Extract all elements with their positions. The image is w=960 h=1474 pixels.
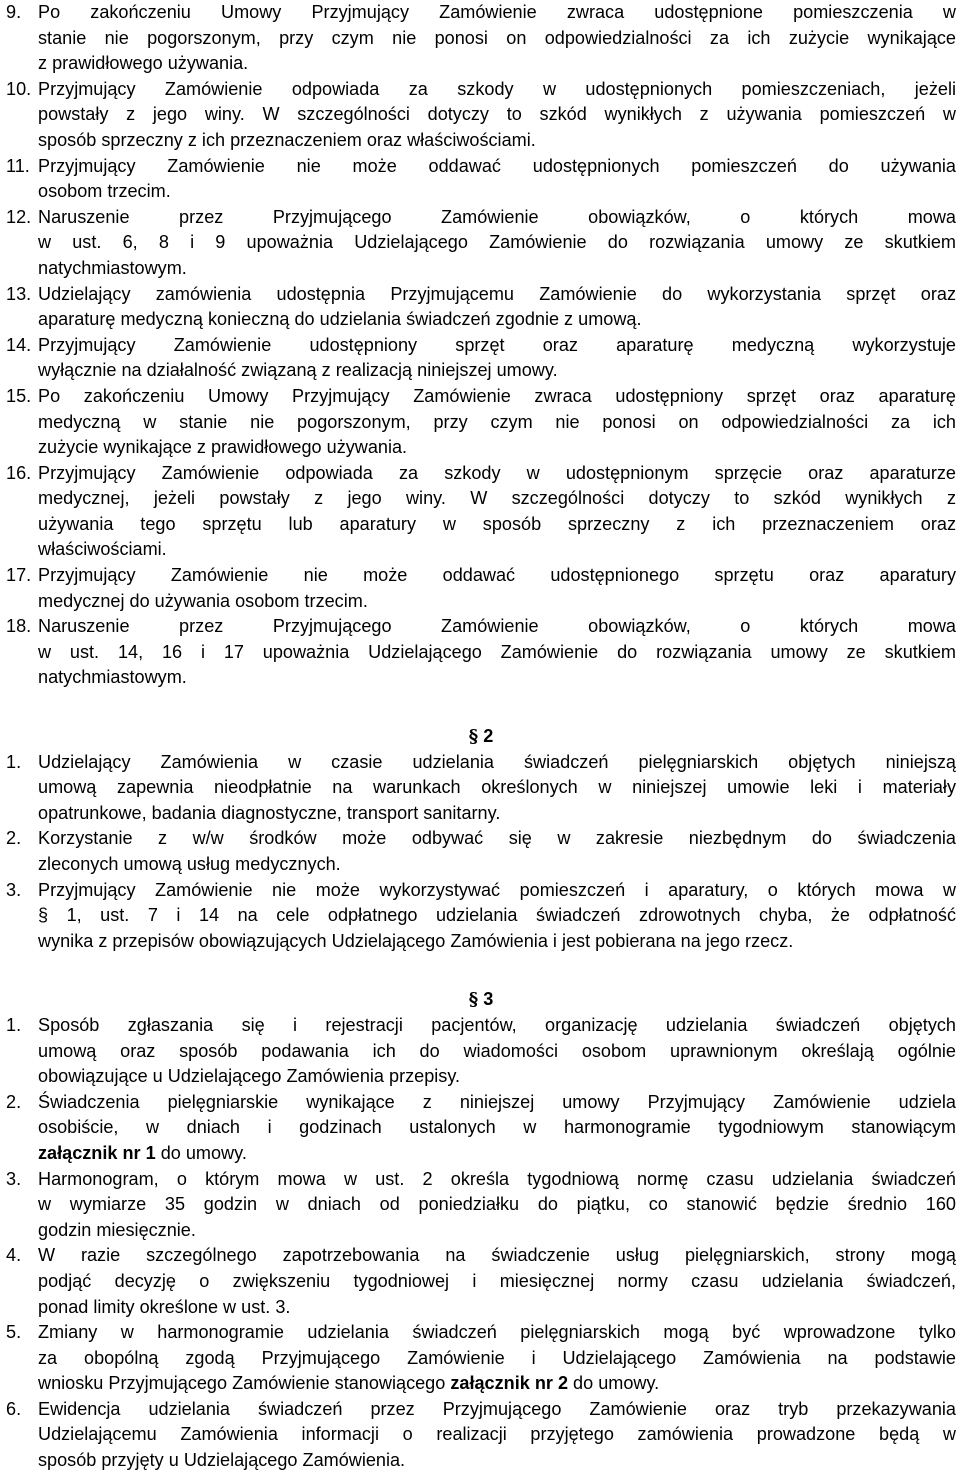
text-line: osobom trzecim. <box>38 181 171 202</box>
text-line: zużycie wynikające z prawidłowego używania. <box>38 437 408 458</box>
text-line: obowiązujące u Udzielającego Zamówienia przepisy. <box>38 1066 461 1087</box>
list-item <box>6 1397 956 1474</box>
text-line: podjąć decyzję o zwiększeniu tygodniowej i miesięcznej normy czasu udzielania świadczeń, <box>38 1270 956 1291</box>
item-text <box>38 282 956 333</box>
text-line: z prawidłowego używania. <box>38 53 249 74</box>
text-line: aparaturę medyczną konieczną do udzielania świadczeń zgodnie z umową. <box>38 309 642 330</box>
document-page <box>6 0 956 1474</box>
text-line: w wymiarze 35 godzin w dniach od poniedziałku do piątku, co stanowić będzie średnio 160 <box>38 1194 956 1215</box>
item-number: 14. <box>6 334 32 355</box>
item-text <box>38 384 956 461</box>
text-line: Po zakończeniu Umowy Przyjmujący Zamówienie zwraca udostępniony sprzęt oraz aparaturę <box>38 385 956 406</box>
list-item <box>6 878 956 955</box>
item-number: 3. <box>6 1168 22 1189</box>
list-item <box>6 205 956 282</box>
text-line: za obopólną zgodą Przyjmującego Zamówienie i Udzielającego Zamówienia na podstawie <box>38 1347 956 1368</box>
list-item <box>6 563 956 614</box>
item-text <box>38 878 956 955</box>
item-text <box>38 205 956 282</box>
text-line: Zmiany w harmonogramie udzielania świadczeń pielęgniarskich mogą być wprowadzone tylko <box>38 1322 956 1343</box>
text-line: Naruszenie przez Przyjmującego Zamówienie obowiązków, o których mowa <box>38 616 956 637</box>
item-number: 3. <box>6 879 22 900</box>
list-item <box>6 1013 956 1090</box>
section-number: 2 <box>483 726 494 747</box>
text-line: Przyjmujący Zamówienie udostępniony sprzęt oraz aparaturę medyczną wykorzystuje <box>38 334 956 355</box>
text-line: medyczną w stanie nie pogorszonym, przy czym nie ponosi on odpowiedzialności za ich <box>38 411 956 432</box>
item-number: 11. <box>6 155 30 176</box>
text-line: Przyjmujący Zamówienie nie może oddawać udostępnionego sprzętu oraz aparatury <box>38 565 956 586</box>
item-number: 4. <box>6 1245 22 1266</box>
item-number: 9. <box>6 2 22 22</box>
item-number: 17. <box>6 565 32 586</box>
item-number: 1. <box>6 1014 22 1035</box>
section-symbol: § <box>468 989 479 1011</box>
item-number: 2. <box>6 828 22 849</box>
section-heading-2 <box>6 724 956 750</box>
text-line: Po zakończeniu Umowy Przyjmujący Zamówienie zwraca udostępnione pomieszczenia w <box>38 2 956 22</box>
item-text <box>38 1013 956 1090</box>
item-number: 2. <box>6 1091 22 1112</box>
item-number: 13. <box>6 283 32 304</box>
text-fragment: wniosku Przyjmującego Zamówienie stanowiącego <box>38 1373 451 1394</box>
text-line: stanie nie pogorszonym, przy czym nie ponosi on odpowiedzialności za ich zużycie wynikające <box>38 27 956 48</box>
text-line: sposób przyjęty u Udzielającego Zamówienia. <box>38 1450 406 1471</box>
text-line: natychmiastowym. <box>38 257 187 278</box>
text-line: sposób sprzeczny z ich przeznaczeniem oraz właściwościami. <box>38 129 536 150</box>
list-item <box>6 282 956 333</box>
item-text <box>38 1243 956 1320</box>
text-line: powstały z jego winy. W szczególności dotyczy to szkód wynikłych z używania pomieszczeń w <box>38 104 956 125</box>
text-line: medycznej do używania osobom trzecim. <box>38 590 368 611</box>
text-line: umową zapewnia nieodpłatnie na warunkach określonych w niniejszej umowie leki i materiały <box>38 777 956 798</box>
item-number: 15. <box>6 385 32 406</box>
item-number: 1. <box>6 751 22 772</box>
text-line: w ust. 14, 16 i 17 upoważnia Udzielającego Zamówienie do rozwiązania umowy ze skutkiem <box>38 641 956 662</box>
item-text <box>38 1090 956 1167</box>
text-fragment: do umowy. <box>568 1373 660 1394</box>
section-2-list <box>6 750 956 955</box>
list-item <box>6 1167 956 1244</box>
section-heading-3 <box>6 987 956 1013</box>
item-text <box>38 77 956 154</box>
text-line: Udzielającemu Zamówienia informacji o realizacji przyjętego zamówienia prowadzone będą w <box>38 1424 956 1445</box>
list-item <box>6 384 956 461</box>
text-line <box>38 1141 956 1167</box>
text-line: Przyjmujący Zamówienie odpowiada za szkody w udostępnionych pomieszczeniach, jeżeli <box>38 78 956 99</box>
text-line: umową oraz sposób podawania ich do wiadomości osobom uprawnionym określają ogólnie <box>38 1040 956 1061</box>
item-text <box>38 1320 956 1397</box>
item-number: 12. <box>6 206 32 227</box>
list-item <box>6 1243 956 1320</box>
text-line: W razie szczególnego zapotrzebowania na świadczenie usług pielęgniarskich, strony mogą <box>38 1245 956 1266</box>
item-text <box>38 750 956 827</box>
text-line: Przyjmujący Zamówienie nie może wykorzystywać pomieszczeń i aparatury, o których mowa w <box>38 879 956 900</box>
list-item <box>6 77 956 154</box>
item-number: 6. <box>6 1398 22 1419</box>
list-item <box>6 1090 956 1167</box>
text-line: wynika z przepisów obowiązujących Udzielającego Zamówienia i jest pobierana na jego rzecz. <box>38 930 794 951</box>
text-fragment: do umowy. <box>155 1142 247 1163</box>
list-item <box>6 1320 956 1397</box>
list-item <box>6 461 956 563</box>
item-text <box>38 0 956 77</box>
text-line: Harmonogram, o którym mowa w ust. 2 określa tygodniową normę czasu udzielania świadczeń <box>38 1168 956 1189</box>
section-symbol: § <box>468 726 479 748</box>
item-text <box>38 154 956 205</box>
list-item <box>6 614 956 691</box>
text-line: zleconych umową usług medycznych. <box>38 854 341 874</box>
text-line: Przyjmujący Zamówienie odpowiada za szkody w udostępnionym sprzęcie oraz aparaturze <box>38 462 956 483</box>
text-line: ponad limity określone w ust. 3. <box>38 1296 291 1317</box>
section-3-list <box>6 1013 956 1474</box>
text-line: Sposób zgłaszania się i rejestracji pacjentów, organizację udzielania świadczeń objętych <box>38 1014 956 1035</box>
text-line: Udzielający Zamówienia w czasie udzielania świadczeń pielęgniarskich objętych niniejszą <box>38 751 956 772</box>
section-number: 3 <box>483 989 494 1010</box>
item-number: 18. <box>6 616 32 637</box>
attachment-reference: załącznik nr 2 <box>450 1373 569 1394</box>
text-line: Świadczenia pielęgniarskie wynikające z niniejszej umowy Przyjmujący Zamówienie udziela <box>38 1091 956 1112</box>
item-text <box>38 826 956 877</box>
list-item <box>6 826 956 877</box>
text-line: właściwościami. <box>38 539 167 560</box>
text-line: § 1, ust. 7 i 14 na cele odpłatnego udzielania świadczeń zdrowotnych chyba, że odpłatność <box>38 905 956 926</box>
text-line: godzin miesięcznie. <box>38 1219 196 1240</box>
item-number: 16. <box>6 462 32 483</box>
item-text <box>38 1397 956 1474</box>
text-line: natychmiastowym. <box>38 667 187 688</box>
text-line: medycznej, jeżeli powstały z jego winy. W szczególności dotyczy to szkód wynikłych z <box>38 488 956 509</box>
list-item <box>6 333 956 384</box>
item-text <box>38 461 956 563</box>
item-text <box>38 1167 956 1244</box>
list-item <box>6 750 956 827</box>
text-line: używania tego sprzętu lub aparatury w sposób sprzeczny z ich przeznaczeniem oraz <box>38 513 956 534</box>
clauses-list <box>6 0 956 691</box>
text-line: Korzystanie z w/w środków może odbywać się w zakresie niezbędnym do świadczenia <box>38 828 956 849</box>
item-text <box>38 563 956 614</box>
item-text <box>38 333 956 384</box>
list-item <box>6 154 956 205</box>
text-line: Ewidencja udzielania świadczeń przez Przyjmującego Zamówienie oraz tryb przekazywania <box>38 1398 956 1419</box>
attachment-reference: załącznik nr 1 <box>38 1142 156 1163</box>
text-line: Przyjmujący Zamówienie nie może oddawać udostępnionych pomieszczeń do używania <box>38 155 956 176</box>
text-line: w ust. 6, 8 i 9 upoważnia Udzielającego Zamówienie do rozwiązania umowy ze skutkiem <box>38 232 956 253</box>
item-number: 10. <box>6 78 32 99</box>
text-line: Naruszenie przez Przyjmującego Zamówienie obowiązków, o których mowa <box>38 206 956 227</box>
item-text <box>38 614 956 691</box>
list-item <box>6 0 956 77</box>
text-line: wyłącznie na działalność związaną z realizacją niniejszej umowy. <box>38 360 558 381</box>
item-number: 5. <box>6 1322 22 1343</box>
text-line: opatrunkowe, badania diagnostyczne, transport sanitarny. <box>38 802 501 823</box>
text-line <box>38 1371 956 1397</box>
text-line: osobiście, w dniach i godzinach ustalonych w harmonogramie tygodniowym stanowiącym <box>38 1117 956 1138</box>
text-line: Udzielający zamówienia udostępnia Przyjmującemu Zamówienie do wykorzystania sprzęt oraz <box>38 283 956 304</box>
